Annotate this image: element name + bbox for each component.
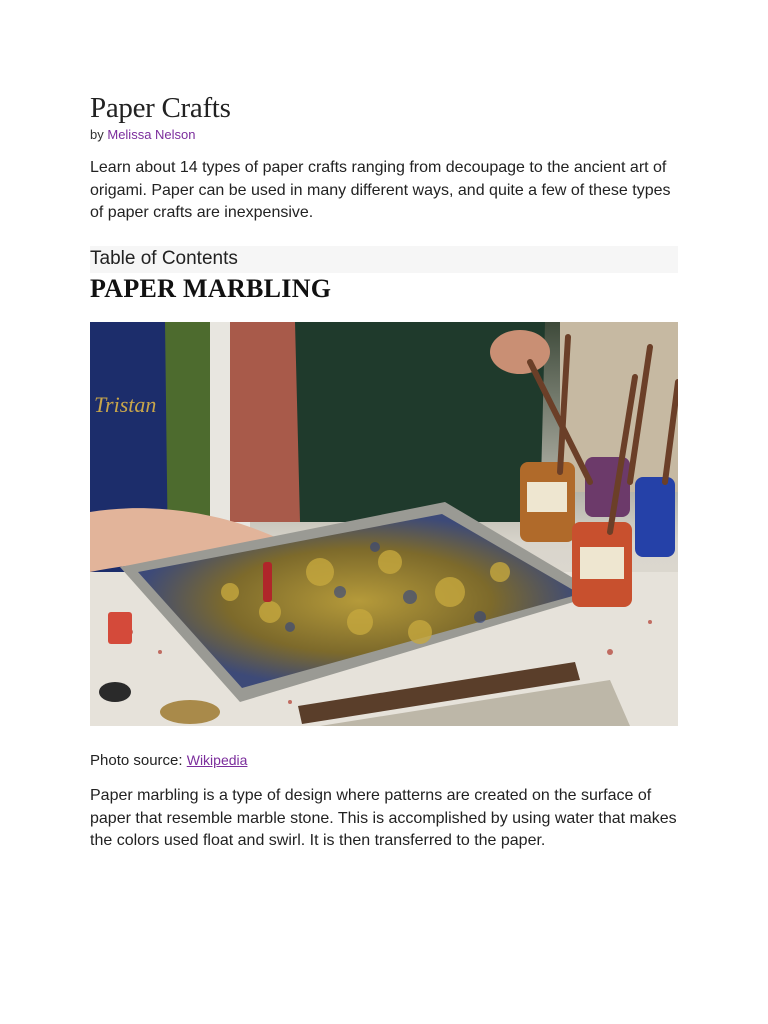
section-description: Paper marbling is a type of design where patterns are created on the surface of paper that resemble marble stone. This is accomplished by using water that makes the colors used float and swirl. It is then transferred to the paper. — [90, 787, 677, 849]
page-title: Paper Crafts — [90, 92, 231, 124]
svg-text:Tristan: Tristan — [94, 392, 157, 417]
photo-source-link[interactable]: Wikipedia — [186, 752, 248, 768]
byline — [90, 127, 196, 142]
byline-prefix: by — [90, 127, 104, 142]
photo-source — [90, 752, 247, 769]
table-of-contents-toggle[interactable]: Table of Contents — [90, 246, 678, 273]
paper-marbling-photo — [90, 322, 678, 726]
section-heading: PAPER MARBLING — [90, 274, 332, 303]
author-link[interactable]: Melissa Nelson — [107, 127, 196, 142]
photo-source-label: Photo source: — [90, 752, 183, 769]
intro-paragraph: Learn about 14 types of paper crafts ranging from decoupage to the ancient art of origami. Paper can be used in many different ways, and quite a few of these types of paper crafts are inexpensive. — [90, 159, 671, 221]
